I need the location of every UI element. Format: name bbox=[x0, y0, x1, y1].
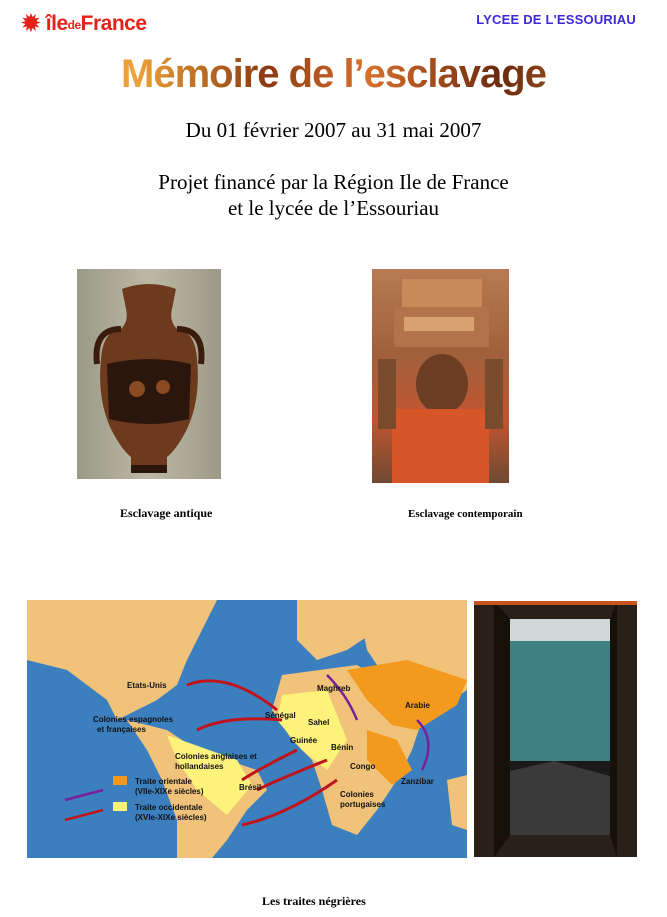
project-line-1: Projet financé par la Région Ile de France bbox=[158, 170, 509, 194]
star-icon: ✹ bbox=[20, 9, 42, 39]
legend-orientale-2: (VIIe-XIXe siècles) bbox=[135, 787, 204, 796]
map-label-congo: Congo bbox=[350, 762, 376, 771]
project-line-2: et le lycée de l’Essouriau bbox=[227, 196, 440, 220]
caption-traites: Les traites négrières bbox=[262, 894, 366, 908]
map-label-colonies-ang-1: Colonies anglaises et bbox=[175, 752, 257, 761]
map-drawing bbox=[27, 600, 467, 858]
slave-trade-map bbox=[27, 600, 467, 858]
map-label-bresil: Brésil bbox=[239, 783, 262, 792]
map-label-arabie: Arabie bbox=[405, 701, 430, 710]
vase-drawing bbox=[77, 269, 221, 479]
map-label-guinee: Guinée bbox=[290, 736, 318, 745]
page-title: Mémoire de l’esclavage bbox=[0, 52, 667, 97]
map-label-zanzibar: Zanzibar bbox=[401, 777, 434, 786]
map-label-colonies-ang-2: hollandaises bbox=[175, 762, 224, 771]
map-label-colonies-port-2: portugaises bbox=[340, 800, 386, 809]
school-name: LYCEE DE L'ESSOURIAU bbox=[476, 12, 636, 27]
map-label-colonies-esp-1: Colonies espagnoles bbox=[93, 715, 174, 724]
date-range: Du 01 février 2007 au 31 mai 2007 bbox=[185, 118, 482, 142]
ancient-vase-image bbox=[77, 269, 221, 479]
child-drawing bbox=[372, 269, 509, 483]
ile-de-france-logo bbox=[20, 10, 170, 38]
map-label-colonies-esp-2: et françaises bbox=[97, 725, 146, 734]
map-label-sahel: Sahel bbox=[308, 718, 330, 727]
map-label-benin: Bénin bbox=[331, 743, 354, 752]
caption-contemporain: Esclavage contemporain bbox=[408, 508, 523, 520]
door-of-no-return-image bbox=[474, 601, 637, 857]
contemporary-slavery-image bbox=[372, 269, 509, 483]
caption-antique: Esclavage antique bbox=[120, 506, 213, 520]
legend-occidentale-2: (XVIe-XIXe siècles) bbox=[135, 813, 207, 822]
map-label-senegal: Sénégal bbox=[265, 711, 296, 720]
legend-orientale-1: Traite orientale bbox=[135, 777, 192, 786]
logo-text: îledeFrance bbox=[45, 12, 147, 35]
map-label-etats-unis: Etats-Unis bbox=[127, 681, 167, 690]
legend-occidentale-1: Traite occidentale bbox=[135, 803, 203, 812]
map-label-maghreb: Maghreb bbox=[317, 684, 351, 693]
window-drawing bbox=[474, 601, 637, 857]
map-label-colonies-port-1: Colonies bbox=[340, 790, 374, 799]
